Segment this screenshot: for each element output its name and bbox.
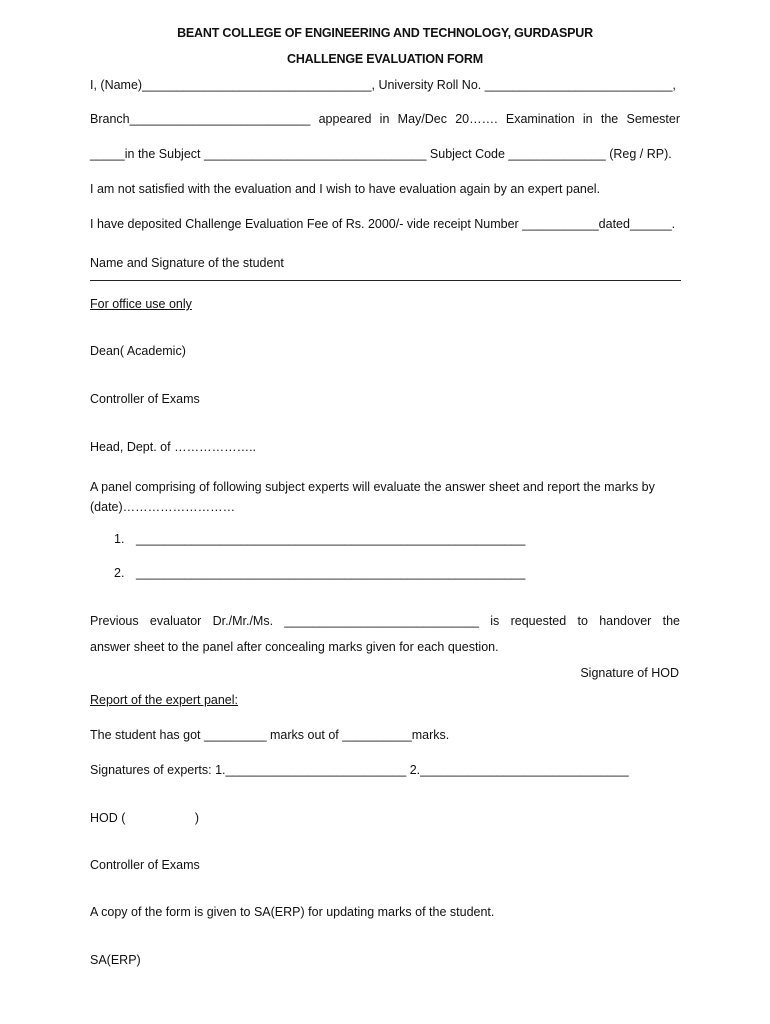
expert-1-number: 1. (114, 532, 125, 546)
sa-erp-label: SA(ERP) (90, 953, 141, 967)
head-dept-label: Head, Dept. of ……………….. (90, 440, 257, 454)
panel-statement-line1: A panel comprising of following subject experts will evaluate the answer sheet and report the marks by (90, 480, 655, 494)
dissatisfaction-statement: I am not satisfied with the evaluation and I wish to have evaluation again by an expert panel. (90, 182, 601, 196)
college-name: BEANT COLLEGE OF ENGINEERING AND TECHNOLOGY, GURDASPUR (177, 26, 593, 40)
hod-signature-label: Signature of HOD (580, 666, 679, 680)
branch-line: Branch__________________________ appeared in May/Dec 20……. Examination in the Semester (90, 112, 680, 126)
hod-label: HOD ( ) (90, 811, 200, 825)
previous-evaluator-line2: answer sheet to the panel after concealing marks given for each question. (90, 640, 499, 654)
fee-deposit-line: I have deposited Challenge Evaluation Fee of Rs. 2000/- vide receipt Number ___________dated______. (90, 217, 676, 231)
student-signature-label: Name and Signature of the student (90, 256, 284, 270)
form-title: CHALLENGE EVALUATION FORM (287, 52, 483, 66)
expert-2-blank: ________________________________________________________ (136, 566, 526, 580)
expert-1-blank: ________________________________________________________ (136, 532, 526, 546)
controller-of-exams-label: Controller of Exams (90, 392, 200, 406)
copy-note: A copy of the form is given to SA(ERP) for updating marks of the student. (90, 905, 495, 919)
marks-line: The student has got _________ marks out of __________marks. (90, 728, 450, 742)
dean-academic-label: Dean( Academic) (90, 344, 186, 358)
office-use-heading: For office use only (90, 297, 192, 311)
expert-report-heading: Report of the expert panel: (90, 693, 239, 707)
section-divider (90, 280, 681, 281)
student-name-line: I, (Name)_________________________________, University Roll No. ___________________________, (90, 78, 676, 92)
controller-of-exams-report-label: Controller of Exams (90, 858, 200, 872)
panel-statement-line2: (date)……………………… (90, 500, 236, 514)
subject-line: _____in the Subject ________________________________ Subject Code ______________ (Reg / RP). (90, 147, 672, 161)
expert-2-number: 2. (114, 566, 125, 580)
previous-evaluator-line1: Previous evaluator Dr./Mr./Ms. ____________________________ is requested to handover the (90, 614, 680, 628)
expert-signatures-line: Signatures of experts: 1.__________________________ 2.______________________________ (90, 763, 629, 777)
